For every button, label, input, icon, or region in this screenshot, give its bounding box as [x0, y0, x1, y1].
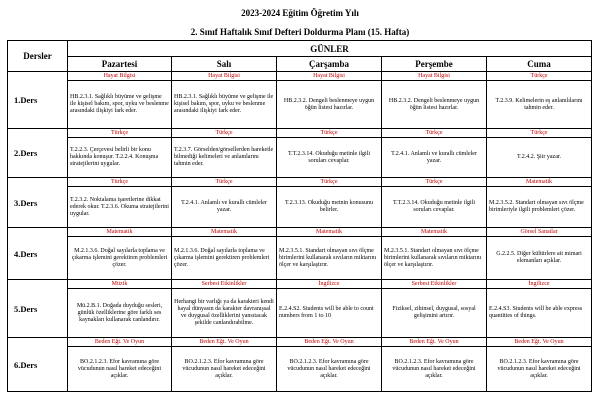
learning-outcome: M.2.3.5.2. Standart olmayan sıvı ölçme birimleriyle ilgili problemleri çözer.: [487, 187, 592, 228]
subject-name: İngilizce: [277, 280, 382, 289]
lesson-content-row: [8, 347, 592, 392]
lesson-label: 4.Ders: [8, 228, 68, 280]
learning-outcome: E.2.4.S3. Students will be able express quantities of things.: [487, 289, 592, 338]
day-header: Cuma: [487, 57, 592, 72]
subject-name: Türkçe: [487, 129, 592, 138]
subject-name: Türkçe: [68, 178, 172, 187]
learning-outcome: M.2.1.3.6. Doğal sayılarla toplama ve çıkarma işlemini gerektiren problemleri çözer.: [172, 237, 277, 280]
learning-outcome: BO.2.1.2.3. Efor kavramına göre vücudunun nasıl hareket edeceğini açıklar.: [68, 347, 172, 392]
lesson-content-row: [8, 138, 592, 178]
lesson-subject-row: [8, 338, 592, 347]
day-header: Perşembe: [382, 57, 487, 72]
subject-name: Müzik: [68, 280, 172, 289]
subject-name: Matematik: [172, 228, 277, 237]
lesson-subject-row: [8, 72, 592, 81]
learning-outcome: T.T.2.3.14. Okuduğu metinle ilgili soruları cevaplar.: [382, 187, 487, 228]
subject-name: Türkçe: [277, 129, 382, 138]
learning-outcome: BO.2.1.2.3. Efor kavramına göre vücudunun nasıl hareket edeceğini açıklar.: [277, 347, 382, 392]
lesson-label: 5.Ders: [8, 280, 68, 338]
lesson-label: 1.Ders: [8, 72, 68, 129]
subject-name: İngilizce: [487, 280, 592, 289]
day-header: Çarşamba: [277, 57, 382, 72]
learning-outcome: T.2.3.9. Kelimelerin eş anlamlılarını tahmin eder.: [487, 81, 592, 129]
learning-outcome: HB.2.3.2. Dengeli beslenmeye uygun öğün listesi hazırlar.: [382, 81, 487, 129]
subject-name: Hayat Bilgisi: [382, 72, 487, 81]
subject-name: Türkçe: [382, 178, 487, 187]
learning-outcome: BO.2.1.2.3. Efor kavramına göre vücudunun nasıl hareket edeceğini açıklar.: [487, 347, 592, 392]
learning-outcome: E.2.4.S2. Students will be able to count numbers from 1 to 10: [277, 289, 382, 338]
day-header: Pazartesi: [68, 57, 172, 72]
lesson-subject-row: [8, 228, 592, 237]
lesson-label: 6.Ders: [8, 338, 68, 392]
lesson-content-row: [8, 237, 592, 280]
subject-name: Türkçe: [172, 129, 277, 138]
subject-name: Beden Eğt. Ve Oyun: [277, 338, 382, 347]
subject-name: Beden Eğt. Ve Oyun: [382, 338, 487, 347]
lessons-column-header: Dersler: [8, 41, 68, 72]
lesson-label: 3.Ders: [8, 178, 68, 228]
subject-name: Hayat Bilgisi: [172, 72, 277, 81]
learning-outcome: T.2.2.3. Çerçevesi belirli bir konu hakkında konuşur. T.2.2.4. Konuşma stratejilerini uygular.: [68, 138, 172, 178]
learning-outcome: Herhangi bir varlığı ya da karakteri kendi hayal dünyasın da karakter davranışsal ve duygusal özelliklerini yansıtacak şekilde canlandırabilme.: [172, 289, 277, 338]
subject-name: Beden Eğt. Ve Oyun: [487, 338, 592, 347]
learning-outcome: T.2.4.1. Anlamlı ve kurallı cümleler yazar.: [172, 187, 277, 228]
lesson-subject-row: [8, 178, 592, 187]
learning-outcome: HB.2.3.2. Dengeli beslenmeye uygun öğün listesi hazırlar.: [277, 81, 382, 129]
lesson-content-row: [8, 81, 592, 129]
learning-outcome: BO.2.1.2.3. Efor kavramına göre vücudunun nasıl hareket edeceğini açıklar.: [382, 347, 487, 392]
learning-outcome: T.2.3.13. Okuduğu metnin konusunu belirler.: [277, 187, 382, 228]
subject-name: Serbest Etkinlikler: [382, 280, 487, 289]
day-header: Salı: [172, 57, 277, 72]
subject-name: Türkçe: [277, 178, 382, 187]
learning-outcome: M.2.3.5.1. Standart olmayan sıvı ölçme birimlerini kullanarak sıvıların miktarını ölçer ve karşılaştırır.: [277, 237, 382, 280]
learning-outcome: T.2.4.1. Anlamlı ve kurallı cümleler yazar.: [382, 138, 487, 178]
subject-name: Türkçe: [382, 129, 487, 138]
subject-name: Matematik: [68, 228, 172, 237]
days-header: GÜNLER: [68, 41, 592, 57]
learning-outcome: M.2.3.5.1. Standart olmayan sıvı ölçme birimlerini kullanarak sıvıların miktarını ölçer ve karşılaştırır.: [382, 237, 487, 280]
subject-name: Türkçe: [68, 129, 172, 138]
plan-title: 2. Sınıf Haftalık Sınıf Defteri Doldurma Planı (15. Hafta): [190, 27, 410, 37]
learning-outcome: HB.2.3.1. Sağlıklı büyüme ve gelişme ile kişisel bakım, spor, uyku ve beslenme arasındaki ilişkiyi fark eder.: [68, 81, 172, 129]
learning-outcome: Fiziksel, zihinsel, duygusal, sosyal gelişimini artırır.: [382, 289, 487, 338]
subject-name: Görsel Sanatlar: [487, 228, 592, 237]
learning-outcome: M.2.1.3.6. Doğal sayılarla toplama ve çıkarma işlemini gerektiren problemleri çözer.: [68, 237, 172, 280]
learning-outcome: T.2.3.2. Noktalama işaretlerine dikkat ederek okur. T.2.3.6. Okuma stratejilerini uygular.: [68, 187, 172, 228]
lesson-content-row: [8, 187, 592, 228]
subject-name: Hayat Bilgisi: [277, 72, 382, 81]
lesson-subject-row: [8, 280, 592, 289]
learning-outcome: Mü.2.B.1. Doğada duyduğu sesleri, günlük özelliklerine göre farklı ses kaynakları kullanarak canlandırır.: [68, 289, 172, 338]
subject-name: Matematik: [382, 228, 487, 237]
subject-name: Matematik: [487, 178, 592, 187]
subject-name: Türkçe: [172, 178, 277, 187]
subject-name: Matematik: [277, 228, 382, 237]
year-title: 2023-2024 Eğitim Öğretim Yılı: [241, 8, 359, 18]
subject-name: Hayat Bilgisi: [68, 72, 172, 81]
subject-name: Serbest Etkinlikler: [172, 280, 277, 289]
subject-name: Türkçe: [487, 72, 592, 81]
lesson-label: 2.Ders: [8, 129, 68, 178]
learning-outcome: T.2.4.2. Şiir yazar.: [487, 138, 592, 178]
learning-outcome: T.T.2.3.14. Okuduğu metinle ilgili soruları cevaplar.: [277, 138, 382, 178]
lesson-content-row: [8, 289, 592, 338]
learning-outcome: BO.2.1.2.3. Efor kavramına göre vücudunun nasıl hareket edeceğini açıklar.: [172, 347, 277, 392]
subject-name: Beden Eğt. Ve Oyun: [68, 338, 172, 347]
weekly-plan-table: [7, 40, 592, 392]
learning-outcome: HB.2.3.1. Sağlıklı büyüme ve gelişme ile kişisel bakım, spor, uyku ve beslenme arasındaki ilişkiyi fark eder.: [172, 81, 277, 129]
lesson-subject-row: [8, 129, 592, 138]
learning-outcome: T.2.3.7. Görselden/görsellerden hareketle bilmediği kelimeleri ve anlamlarını tahmin eder.: [172, 138, 277, 178]
learning-outcome: G.2.2.5. Diğer kültürlere ait mimari elemanları açıklar.: [487, 237, 592, 280]
subject-name: Beden Eğt. Ve Oyun: [172, 338, 277, 347]
